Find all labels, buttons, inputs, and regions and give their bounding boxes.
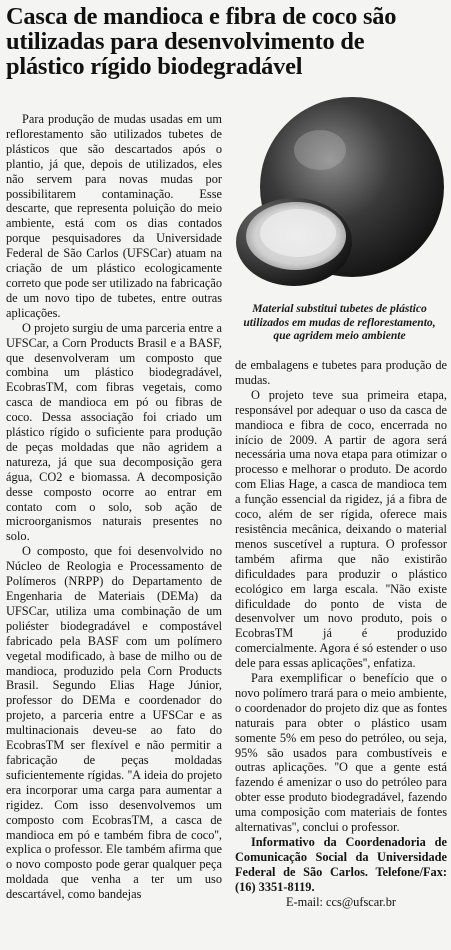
headline-line-2: utilizadas para desenvolvimento de xyxy=(6,28,365,55)
paragraph-5: Para exemplificar o benefício que o novo polímero trará para o meio ambiente, o coordenador do projeto diz que as fontes naturais para obter o plástico usam somente 5% em peso do petróleo, ou seja, 95% são usados para combustíveis e outras aplicações. ''O que a gente está fazendo é amenizar o uso do petróleo para obter esse produto biodegradável, fazendo uma composição com materiais de fontes alternativas'', conclui o professor. xyxy=(235,671,447,835)
paragraph-1: Para produção de mudas usadas em um reflorestamento são utilizados tubetes de plásticos que são descartados após o plantio, já que, depois de utilizados, eles não servem para novas mudas por possibilitarem contaminação. Esse descarte, que representa poluição do meio ambiente, está com os dias contados porque pesquisadores da Universidade Federal de São Carlos (UFSCar) atuam na criação de um plástico ecologicamente correto que pode ser utilizado na fabricação de um novo tipo de tubetes, entre outras aplicações. xyxy=(6,112,222,320)
contact-info: Informativo da Coordenadoria de Comunicação Social da Universidade Federal de São Carlos. Telefone/Fax: (16) 3351-8119. xyxy=(235,835,447,894)
photo-caption xyxy=(232,302,447,343)
article-column-right xyxy=(235,358,447,910)
article-column-left xyxy=(6,112,222,902)
paragraph-4: O projeto teve sua primeira etapa, responsável por adequar o uso da casca de mandioca e fibra de coco, encerrada no início de 2009. A partir de agora será necessária uma nova etapa para otimizar o processo e melhorar o produto. De acordo com Elias Hage, a casca de mandioca tem a função essencial da rigidez, já a fibra de coco, além de ser rígida, oferece mais resistência mecânica, deixando o material menos suscetível a ruptura. O professor também afirma que não existirão dificuldades para produzir o plástico ecológico em larga escala. ''Não existe dificuldade do ponto de vista de desenvolver um novo produto, pois o EcobrasTM já é produzido comercialmente. Agora é só estender o uso dele para essas aplicações'', enfatiza. xyxy=(235,387,447,671)
headline xyxy=(6,4,446,79)
headline-line-3: plástico rígido biodegradável xyxy=(6,53,303,80)
contact-email[interactable]: E-mail: ccs@ufscar.br xyxy=(285,894,397,909)
paragraph-3-continued: de embalagens e tubetes para produção de mudas. xyxy=(235,358,447,387)
caption-line-3: que agridem meio ambiente xyxy=(273,329,406,342)
paragraph-2: O projeto surgiu de uma parceria entre a UFSCar, a Corn Products Brasil e a BASF, que desenvolveram um composto que combina um plástico biodegradável, EcobrasTM, com fibras vegetais, como casca de mandioca em pó ou fibras de coco. Dessa associação foi criado um plástico rígido o suficiente para produção de peças moldadas que não agridem a natureza, já que sua decomposição gera água, CO2 e biomassa. A decomposição desse composto ocorre ao entrar em contato com o solo, sob ação de microorganismos naturais presentes no solo. xyxy=(6,320,222,544)
coconut-photo xyxy=(232,92,447,300)
caption-line-2: utilizados em mudas de reflorestamento, xyxy=(243,315,436,329)
headline-line-1: Casca de mandioca e fibra de coco são xyxy=(6,3,397,30)
paragraph-3: O composto, que foi desenvolvido no Núcleo de Reologia e Processamento de Polímeros (NRPP) do Departamento de Engenharia de Materiais (DEMa) da UFSCar, utiliza uma combinação de um poliéster biodegradável e compostável fabricado pela BASF com um polímero vegetal modificado, à base de milho ou de mandioca, produzido pela Corn Products Brasil. Segundo Elias Hage Júnior, professor do DEMa e coordenador do projeto, a parceria entre a UFSCar e as multinacionais deveu-se ao fato do EcobrasTM ser flexível e não permitir a fabricação de peças moldadas suficientemente rígidas. ''A ideia do projeto era incorporar uma carga para aumentar a rigidez. Com isso desenvolvemos um composto com EcobrasTM, a casca de mandioca em pó e também fibra de coco'', explica o professor. Ele também afirma que o novo composto pode gerar qualquer peça moldada que venha a ter um uso descartável, como bandejas xyxy=(6,544,222,902)
caption-line-1: Material substitui tubetes de plástico xyxy=(252,302,427,315)
